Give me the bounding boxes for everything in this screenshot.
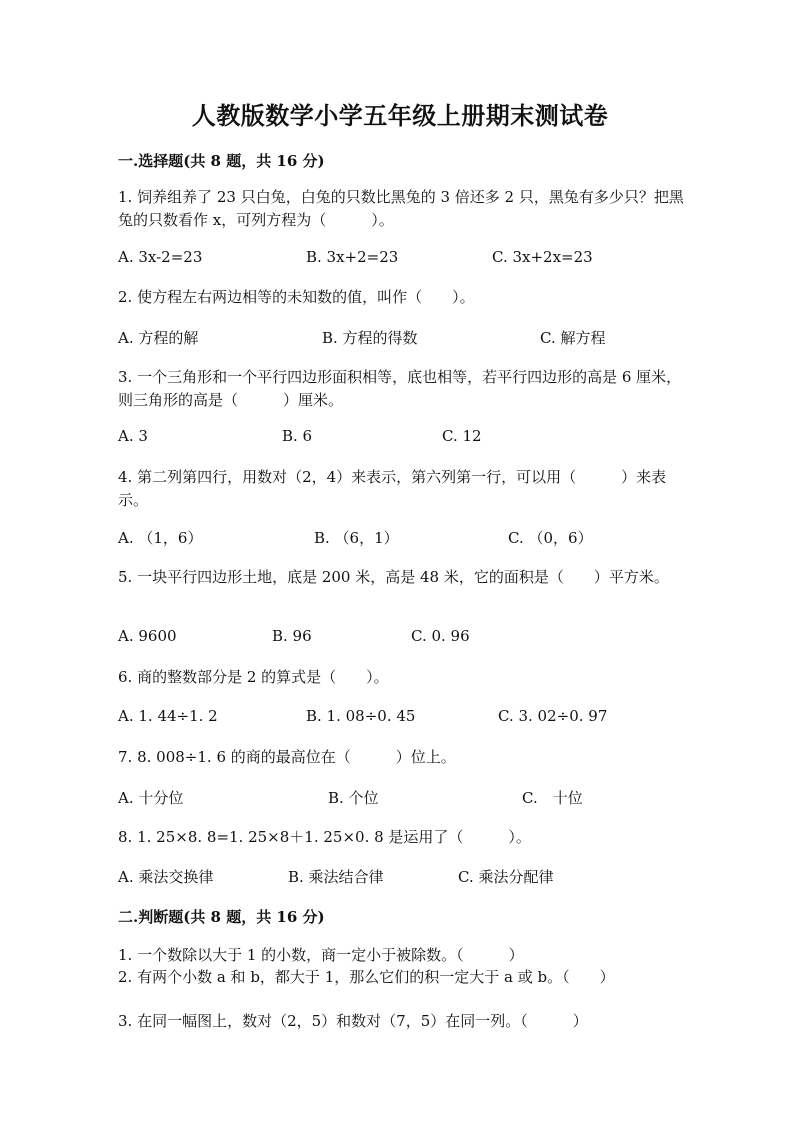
choice-options-6 <box>118 707 688 729</box>
choice-options-3 <box>118 427 688 449</box>
judgment-question-1: 1. 一个数除以大于 1 的小数，商一定小于被除数。（ ） <box>118 946 524 964</box>
choice-options-4 <box>118 527 688 549</box>
choice-question-7: 7. 8. 008÷1. 6 的商的最高位在（ ）位上。 <box>118 748 456 766</box>
option-c[interactable]: C. 十位 <box>522 789 583 807</box>
option-c[interactable]: C. （0，6） <box>508 529 593 547</box>
option-c[interactable]: C. 3. 02÷0. 97 <box>498 707 608 725</box>
option-c[interactable]: C. 解方程 <box>540 329 606 347</box>
option-b[interactable]: B. 方程的得数 <box>322 329 418 347</box>
option-a[interactable]: A. 9600 <box>118 627 177 645</box>
option-c[interactable]: C. 3x+2x=23 <box>492 248 593 266</box>
option-b[interactable]: B. 96 <box>272 627 312 645</box>
option-b[interactable]: B. （6，1） <box>314 529 399 547</box>
option-a[interactable]: A. 方程的解 <box>118 329 199 347</box>
option-b[interactable]: B. 3x+2=23 <box>306 248 399 266</box>
choice-question-5: 5. 一块平行四边形土地，底是 200 米，高是 48 米，它的面积是（ ）平方米。 <box>118 568 669 586</box>
option-a[interactable]: A. 3x-2=23 <box>118 248 203 266</box>
choice-question-3: 3. 一个三角形和一个平行四边形面积相等，底也相等，若平行四边形的高是 6 厘米，则三角形的高是（ ）厘米。 <box>118 368 682 409</box>
choice-options-8 <box>118 866 688 888</box>
choice-question-4: 4. 第二列第四行，用数对（2，4）来表示，第六列第一行，可以用（ ）来表示。 <box>118 468 667 509</box>
choice-question-6: 6. 商的整数部分是 2 的算式是（ ）。 <box>118 668 389 686</box>
choice-options-2 <box>118 327 688 349</box>
option-a[interactable]: A. （1，6） <box>118 529 203 547</box>
choice-question-8: 8. 1. 25×8. 8=1. 25×8＋1. 25×0. 8 是运用了（ ）。 <box>118 828 531 846</box>
choice-question-2: 2. 使方程左右两边相等的未知数的值，叫作（ ）。 <box>118 288 475 306</box>
option-b[interactable]: B. 6 <box>282 427 313 445</box>
option-a[interactable]: A. 1. 44÷1. 2 <box>118 707 218 725</box>
choice-options-1 <box>118 248 688 270</box>
option-a[interactable]: A. 乘法交换律 <box>118 868 214 886</box>
choice-question-1: 1. 饲养组养了 23 只白兔，白兔的只数比黑兔的 3 倍还多 2 只，黑兔有多少只？把黑兔的只数看作 x，可列方程为（ ）。 <box>118 188 684 229</box>
option-a[interactable]: A. 3 <box>118 427 148 445</box>
choice-options-5 <box>118 627 688 649</box>
option-c[interactable]: C. 乘法分配律 <box>458 868 554 886</box>
option-b[interactable]: B. 乘法结合律 <box>288 868 384 886</box>
option-b[interactable]: B. 个位 <box>328 789 379 807</box>
option-a[interactable]: A. 十分位 <box>118 789 184 807</box>
judgment-question-3: 3. 在同一幅图上，数对（2，5）和数对（7，5）在同一列。（ ） <box>118 1012 588 1030</box>
option-c[interactable]: C. 12 <box>442 427 482 445</box>
page-title: 人教版数学小学五年级上册期末测试卷 <box>191 101 609 130</box>
section-heading-choice: 一.选择题(共 8 题，共 16 分) <box>118 152 325 170</box>
section-heading-judgment: 二.判断题(共 8 题，共 16 分) <box>118 908 325 926</box>
option-c[interactable]: C. 0. 96 <box>411 627 470 645</box>
option-b[interactable]: B. 1. 08÷0. 45 <box>306 707 416 725</box>
choice-options-7 <box>118 787 688 809</box>
judgment-question-2: 2. 有两个小数 a 和 b，都大于 1，那么它们的积一定大于 a 或 b。（ ） <box>118 968 615 986</box>
